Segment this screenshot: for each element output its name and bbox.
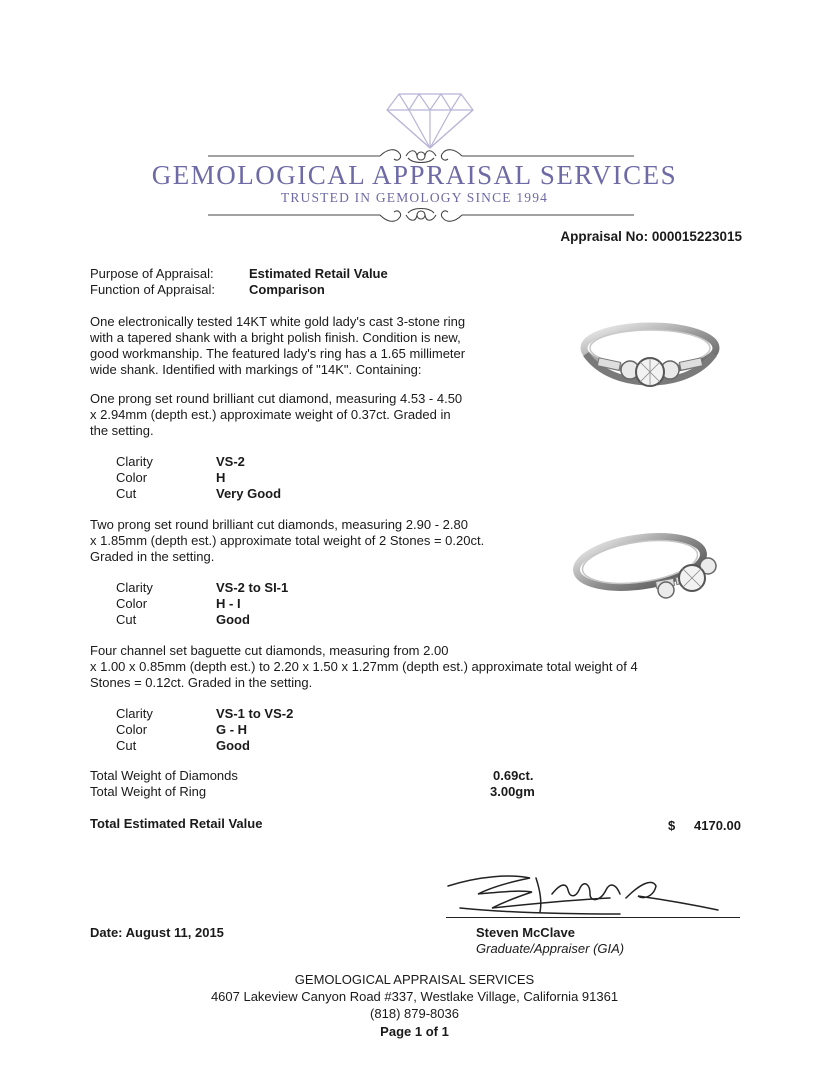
function-label: Function of Appraisal: xyxy=(90,282,216,297)
stone1-description xyxy=(90,391,690,439)
stone3-clarity: VS-1 to VS-2 xyxy=(216,706,294,721)
total-value-label: Total Estimated Retail Value xyxy=(90,816,263,831)
description-line: good workmanship. The featured lady's ring has a 1.65 millimeter xyxy=(90,346,466,361)
stone2-line: x 1.85mm (depth est.) approximate total weight of 2 Stones = 0.20ct. xyxy=(90,533,485,548)
total-ring-label: Total Weight of Ring xyxy=(90,784,207,799)
appraiser-signature xyxy=(440,868,740,923)
stone1-color: H xyxy=(216,470,226,485)
bottom-ornament-divider xyxy=(208,203,634,227)
total-diamonds-label: Total Weight of Diamonds xyxy=(90,768,238,783)
stone1-cut-label: Cut xyxy=(116,486,137,501)
stone1-line: x 2.94mm (depth est.) approximate weight of 0.37ct. Graded in xyxy=(90,407,451,422)
total-ring-value: 3.00gm xyxy=(490,784,535,799)
stone3-clarity-label: Clarity xyxy=(116,706,153,721)
stone2-cut-label: Cut xyxy=(116,612,137,627)
stone3-description xyxy=(90,643,750,691)
appraisal-number: Appraisal No: 000015223015 xyxy=(560,229,742,244)
stone2-line: Two prong set round brilliant cut diamonds, measuring 2.90 - 2.80 xyxy=(90,517,468,532)
stone3-color: G - H xyxy=(216,722,248,737)
stone3-color-label: Color xyxy=(116,722,148,737)
total-diamonds-value: 0.69ct. xyxy=(493,768,534,783)
stone2-cut: Good xyxy=(216,612,250,627)
stone2-color: H - I xyxy=(216,596,241,611)
footer-company: GEMOLOGICAL APPRAISAL SERVICES xyxy=(294,972,535,987)
stone3-cut: Good xyxy=(216,738,250,753)
ring-photo-side xyxy=(570,520,730,615)
currency-symbol: $ xyxy=(668,818,676,833)
description-line: with a tapered shank with a bright polish finish. Condition is new, xyxy=(90,330,461,345)
appraisal-date: Date: August 11, 2015 xyxy=(90,925,224,940)
stone2-color-label: Color xyxy=(116,596,148,611)
stone2-clarity-label: Clarity xyxy=(116,580,153,595)
stone1-clarity: VS-2 xyxy=(216,454,245,469)
total-value: 4170.00 xyxy=(694,818,741,833)
stone1-color-label: Color xyxy=(116,470,148,485)
stone2-clarity: VS-2 to SI-1 xyxy=(216,580,289,595)
stone2-line: Graded in the setting. xyxy=(90,549,215,564)
diamond-logo-icon xyxy=(385,92,475,150)
stone3-line: Stones = 0.12ct. Graded in the setting. xyxy=(90,675,313,690)
company-logo-title: GEMOLOGICAL APPRAISAL SERVICES xyxy=(151,160,678,190)
footer-phone: (818) 879-8036 xyxy=(370,1006,459,1021)
company-tagline: TRUSTED IN GEMOLOGY SINCE 1994 xyxy=(280,190,549,205)
stone1-cut: Very Good xyxy=(216,486,282,501)
description-line: One electronically tested 14KT white gold lady's cast 3-stone ring xyxy=(90,314,466,329)
stone3-line: x 1.00 x 0.85mm (depth est.) to 2.20 x 1.50 x 1.27mm (depth est.) approximate total weight of 4 xyxy=(90,659,638,674)
signature-line xyxy=(446,917,740,918)
stone3-cut-label: Cut xyxy=(116,738,137,753)
purpose-label: Purpose of Appraisal: xyxy=(90,266,214,281)
appraiser-name: Steven McClave xyxy=(476,925,575,940)
footer-address: 4607 Lakeview Canyon Road #337, Westlake Village, California 91361 xyxy=(210,989,619,1004)
purpose-value: Estimated Retail Value xyxy=(249,266,388,281)
page-number: Page 1 of 1 xyxy=(380,1024,449,1039)
appraiser-title: Graduate/Appraiser (GIA) xyxy=(476,941,625,956)
stone1-line: the setting. xyxy=(90,423,154,438)
stone3-line: Four channel set baguette cut diamonds, measuring from 2.00 xyxy=(90,643,449,658)
stone1-clarity-label: Clarity xyxy=(116,454,153,469)
function-value: Comparison xyxy=(249,282,325,297)
stone1-line: One prong set round brilliant cut diamond, measuring 4.53 - 4.50 xyxy=(90,391,463,406)
description-line: wide shank. Identified with markings of "14K". Containing: xyxy=(90,362,422,377)
